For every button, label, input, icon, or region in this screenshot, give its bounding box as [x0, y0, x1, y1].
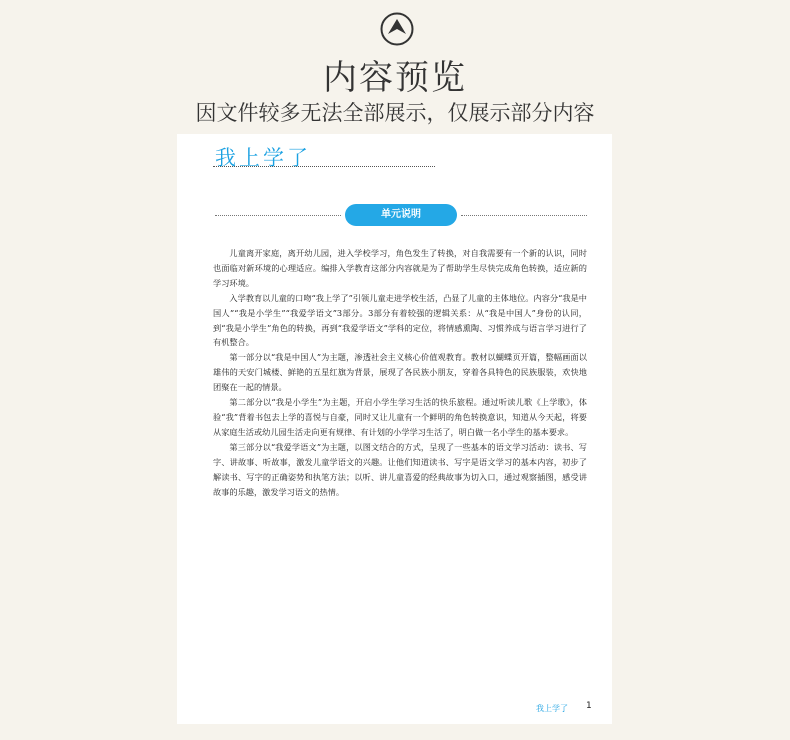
heading-divider	[213, 166, 435, 167]
body-text	[213, 246, 587, 499]
paragraph: 第三部分以“我爱学语文”为主题，以图文结合的方式，呈现了一些基本的语文学习活动：读书、写字、讲故事、听故事，激发儿童学语文的兴趣。让他们知道读书、写字是语文学习的基本内容，初步了解读书、写字的正确姿势和执笔方法；以听、讲儿童喜爱的经典故事为切入口，通过观察插图，感受讲故事的乐趣，激发学习语文的热情。	[213, 441, 587, 497]
paragraph: 第一部分以“我是中国人”为主题，渗透社会主义核心价值观教育。教材以蝴蝶页开篇，整幅画面以雄伟的天安门城楼、鲜艳的五星红旗为背景，展现了各民族小朋友，穿着各具特色的民族服装，欢快地团聚在一起的情景。	[213, 352, 587, 393]
unit-divider-left	[215, 215, 341, 216]
unit-label-badge: 单元说明	[345, 204, 457, 226]
footer-section-label: 我上学了	[536, 704, 568, 713]
document-page	[177, 134, 612, 724]
unit-header	[215, 204, 587, 226]
paragraph: 儿童离开家庭，离开幼儿园，进入学校学习，角色发生了转换，对自我需要有一个新的认识，同时也面临对新环境的心理适应。编排入学教育这部分内容就是为了帮助学生尽快完成角色转换，适应新的学习环境。	[213, 248, 587, 288]
unit-divider-right	[461, 215, 587, 216]
page-title: 内容预览	[323, 58, 467, 98]
paragraph: 入学教育以儿童的口吻“我上学了”引领儿童走进学校生活，凸显了儿童的主体地位。内容分“我是中国人”“我是小学生”“我爱学语文”3部分。3部分有着较强的逻辑关系：从“我是中国人”身份的认同，到“我是小学生”角色的转换，再到“我爱学语文”学科的定位，将情感熏陶、习惯养成与语言学习进行了有机整合。	[213, 292, 587, 348]
page-subtitle: 因文件较多无法全部展示，仅展示部分内容	[195, 101, 595, 125]
paragraph: 第二部分以“我是小学生”为主题，开启小学生学习生活的快乐旅程。通过听读儿歌《上学歌》，体验“我”背着书包去上学的喜悦与自豪，同时又让儿童有一个鲜明的角色转换意识，知道从今天起，将要从家庭生活或幼儿园生活走向更有规律、有计划的小学学习生活了，明白做一名小学生的基本要求。	[213, 397, 587, 437]
page-number: 1	[586, 701, 592, 711]
chevron-up-circle-icon	[380, 12, 414, 46]
section-heading: 我上学了	[215, 146, 311, 170]
